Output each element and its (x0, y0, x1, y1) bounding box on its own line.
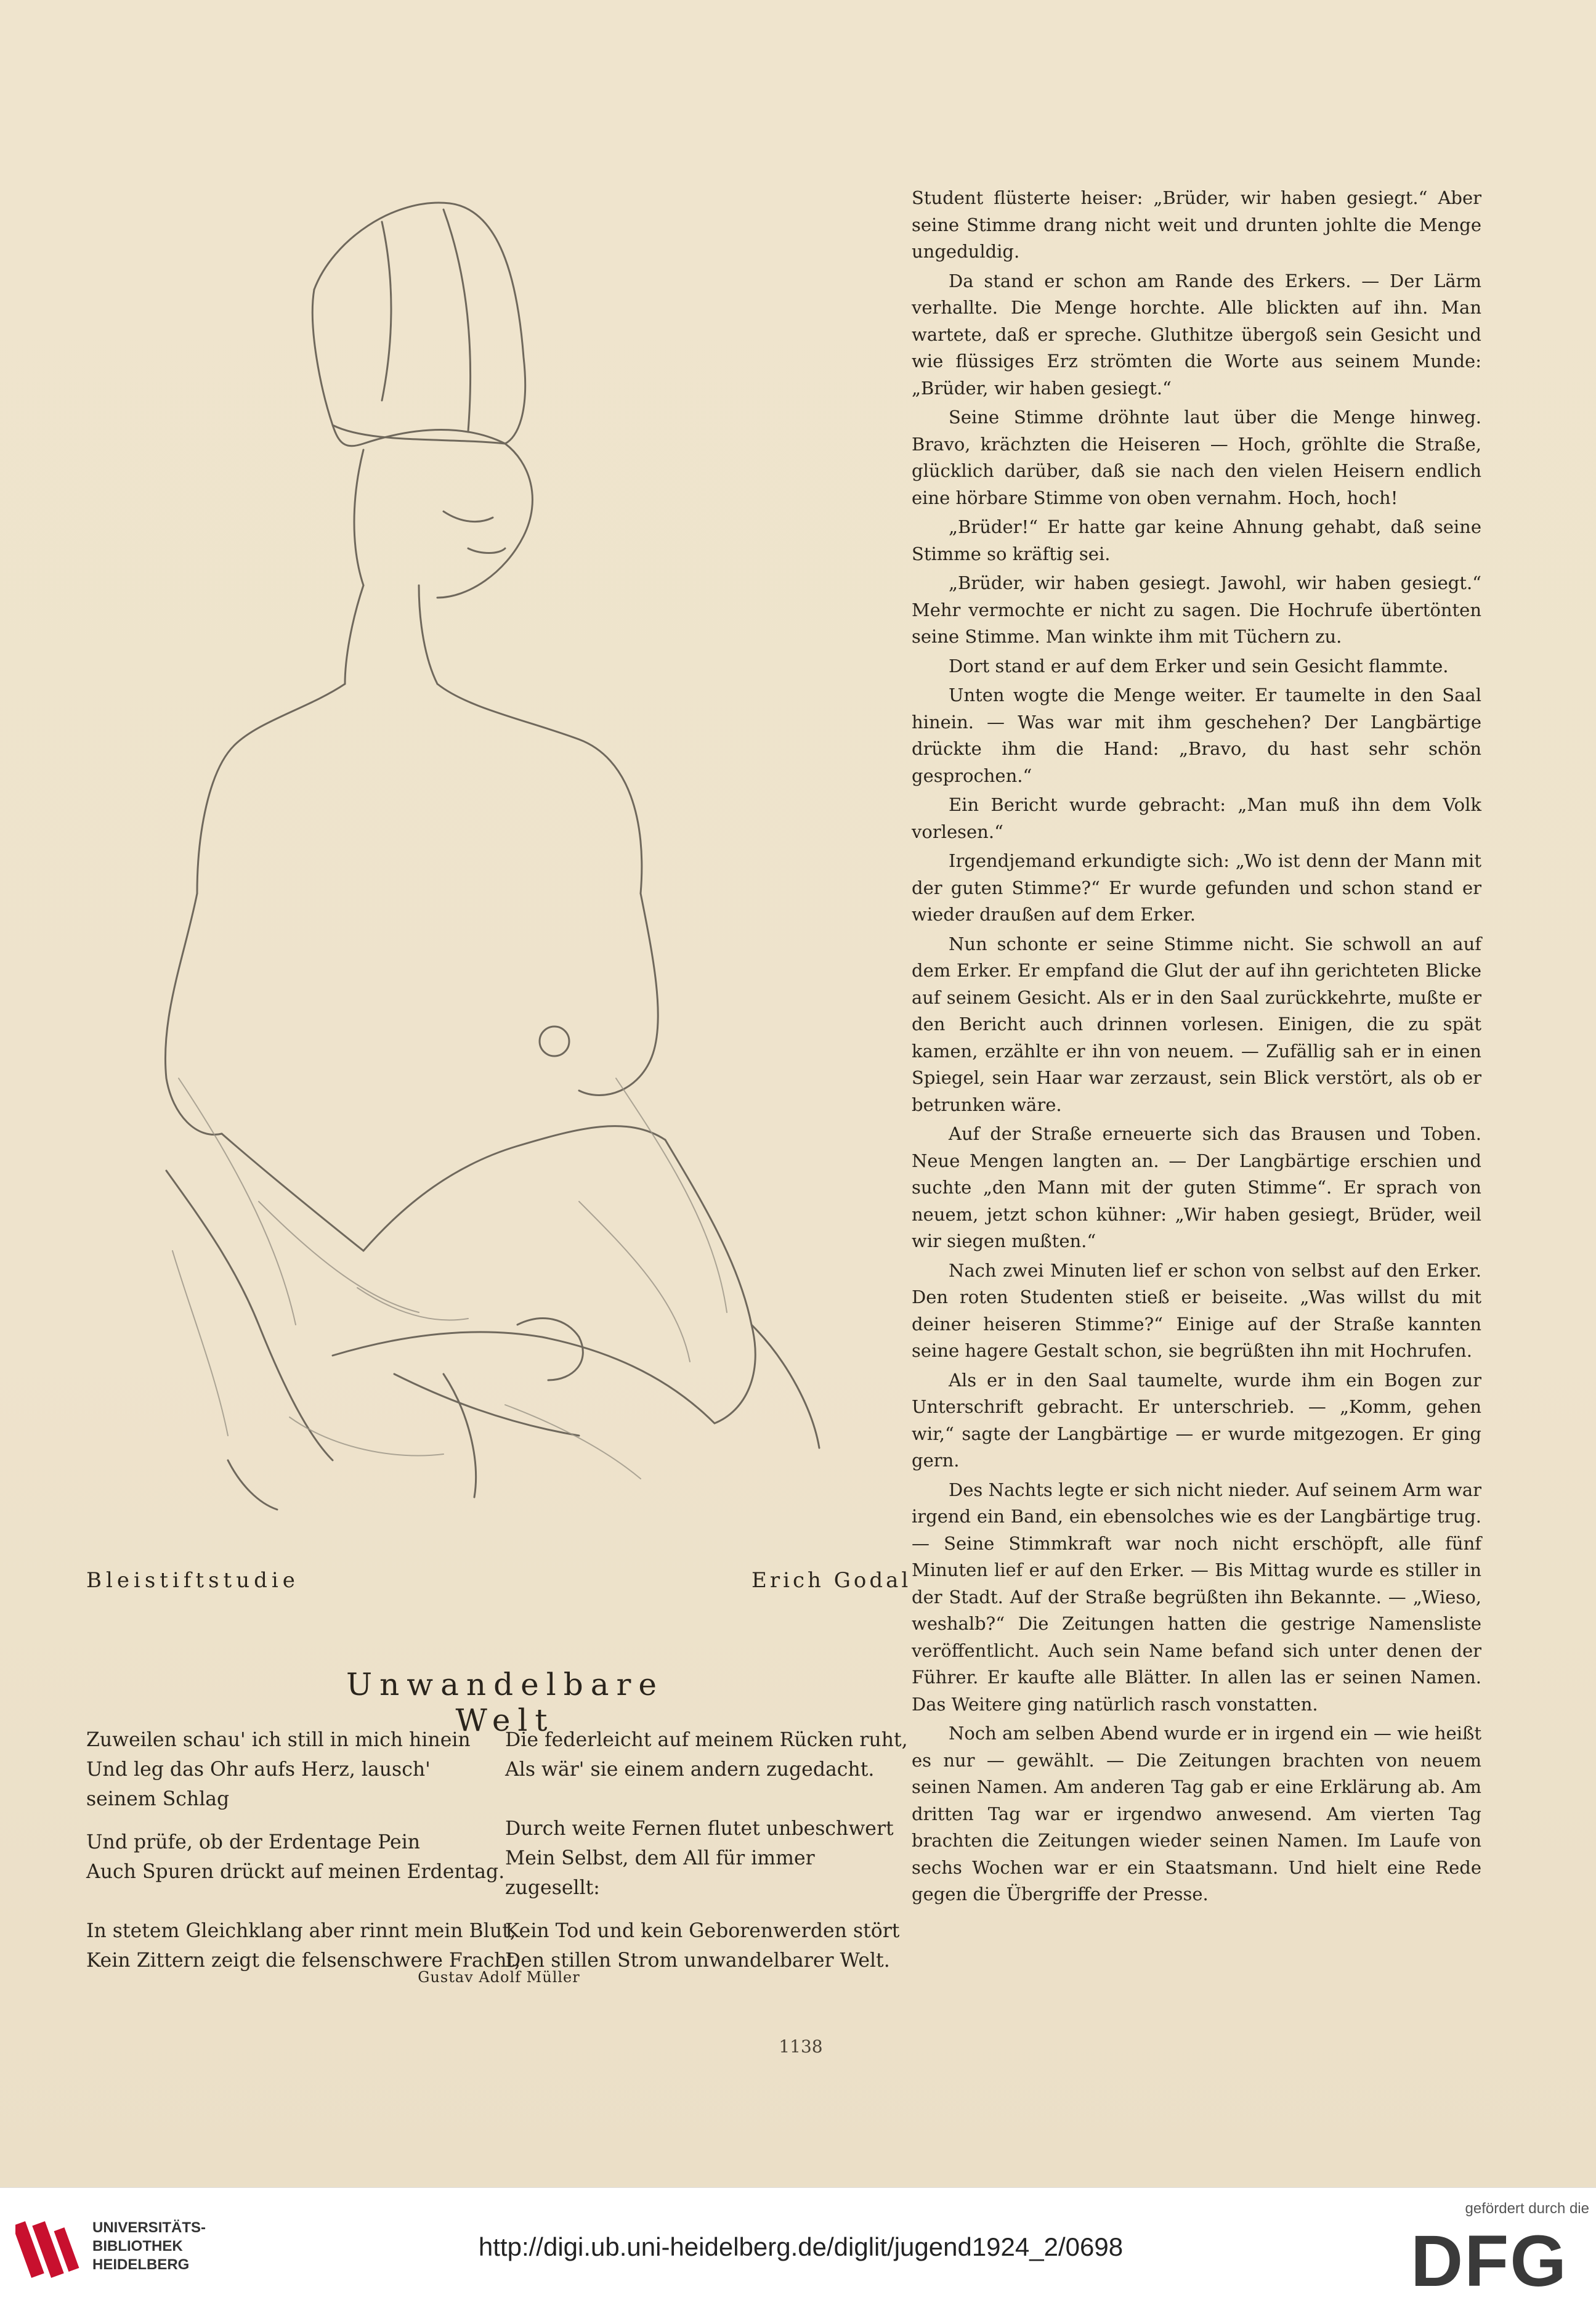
library-name-line: BIBLIOTHEK (92, 2238, 183, 2254)
prose-paragraph: Dort stand er auf dem Erker und sein Gesicht flammte. (949, 655, 1449, 677)
prose-paragraph: Ein Bericht wurde gebracht: „Man muß ihn dem Volk vorlesen.“ (912, 794, 1481, 842)
poem-line: Und prüfe, ob der Erdentage Pein (86, 1831, 421, 1853)
poem-stanza (86, 1827, 505, 1887)
prose-paragraph: Noch am selben Abend wurde er in irgend ein — wie heißt es nur — gewählt. — Die Zeitungen brachten von neuem seinen Namen. Am anderen Tag gab er eine Erklärung ab. Am dritten Tag war er irgendwo anwesend. Am vierten Tag brachten die Zeitungen wieder seinen Namen. Im Laufe von sechs Wochen war er ein Staatsmann. Und hielt eine Rede gegen die Übergriffe der Presse. (912, 1723, 1481, 1905)
page-number: 1138 (779, 2036, 823, 2057)
illustration-caption-artist: Erich Godal (751, 1568, 912, 1593)
viewer-footer (0, 2187, 1596, 2305)
dfg-logo[interactable]: DFG (1411, 2221, 1568, 2302)
library-logo-shape (15, 2221, 79, 2278)
illustration-caption-title: Bleistiftstudie (86, 1568, 299, 1593)
poem-author: Gustav Adolf Müller (418, 1969, 580, 1986)
poem-line: Den stillen Strom unwandelbarer Welt. (505, 1949, 890, 1972)
library-name-line: UNIVERSITÄTS- (92, 2219, 206, 2236)
prose-paragraph: Als er in den Saal taumelte, wurde ihm ein Bogen zur Unterschrift gebracht. Er unterschrieb. — „Komm, gehen wir,“ sagte der Langbärtige — er wurde mitgezogen. Er ging gern. (912, 1369, 1481, 1471)
poem-line: Kein Tod und kein Geborenwerden stört (505, 1920, 900, 1942)
poem-line: Durch weite Fernen flutet unbeschwert (505, 1818, 894, 1840)
prose-column (912, 185, 1481, 1911)
poem-line: Auch Spuren drückt auf meinen Erdentag. (86, 1861, 505, 1883)
permalink-url[interactable]: http://digi.ub.uni-heidelberg.de/diglit/jugend1924_2/0698 (478, 2232, 1124, 2261)
funding-text: gefördert durch die (1465, 2200, 1589, 2217)
prose-paragraph: Seine Stimme dröhnte laut über die Menge hinweg. Bravo, krächzten die Heiseren — Hoch, gröhlte die Straße, glücklich darüber, daß sie nach den vielen Heisern endlich eine hörbare Stimme von oben vernahm. Hoch, hoch! (912, 407, 1481, 508)
poem-line: Und leg das Ohr aufs Herz, lausch' seinem Schlag (86, 1758, 431, 1810)
prose-paragraph: „Brüder!“ Er hatte gar keine Ahnung gehabt, daß seine Stimme so kräftig sei. (912, 516, 1481, 564)
poem-line: Mein Selbst, dem All für immer zugesellt: (505, 1847, 815, 1899)
pencil-sketch-illustration (74, 154, 887, 1547)
prose-paragraph: „Brüder, wir haben gesiegt. Jawohl, wir haben gesiegt.“ Mehr vermochte er nicht zu sagen. Die Hochrufe übertönten seine Stimme. Man winkte ihm mit Tüchern zu. (912, 572, 1481, 647)
library-logo-icon[interactable] (15, 2216, 83, 2283)
poem-line: Zuweilen schau' ich still in mich hinein (86, 1729, 471, 1751)
prose-paragraph: Da stand er schon am Rande des Erkers. — Der Lärm verhallte. Die Menge horchte. Alle blickten auf ihn. Man wartete, daß er spreche. Gluthitze übergoß sein Gesicht und wie flüssiges Erz strömten die Worte aus seinem Munde: „Brüder, wir haben gesiegt.“ (912, 270, 1481, 399)
sketch-drawing (74, 154, 887, 1547)
prose-paragraph: Des Nachts legte er sich nicht nieder. Auf seinem Arm war irgend ein Band, ein ebensolches wie es der Langbärtige trug. — Seine Stimmkraft war noch nicht erschöpft, alle fünf Minuten lief er auf den Erker. — Bis Mittag wurde es stiller in der Stadt. Auf der Straße begrüßten ihn Bekannte. — „Wieso, weshalb?“ Die Zeitungen hatten die gestrige Namensliste veröffentlicht. Auch sein Name befand sich unter denen der Führer. Er kaufte alle Blätter. In allen las er seinen Namen. Das Weitere ging natürlich rasch vonstatten. (912, 1479, 1481, 1715)
poem-stanza (86, 1916, 521, 1975)
poem-title: Unwandelbare Welt (346, 1667, 665, 1738)
poem-stanza (505, 1916, 909, 1975)
prose-paragraph: Unten wogte die Menge weiter. Er taumelte in den Saal hinein. — Was war mit ihm geschehen? Der Langbärtige drückte ihm die Hand: „Bravo, du hast sehr schön gesprochen.“ (912, 685, 1481, 786)
prose-paragraph: Student flüsterte heiser: „Brüder, wir haben gesiegt.“ Aber seine Stimme drang nicht weit und drunten johlte die Menge ungeduldig. (912, 187, 1481, 262)
poem-stanza (505, 1814, 909, 1903)
prose-paragraph: Auf der Straße erneuerte sich das Brausen und Toben. Neue Mengen langten an. — Der Langbärtige erschien und suchte „den Mann mit der guten Stimme“. Er sprach von neuem, jetzt schon kühner: „Wir haben gesiegt, Brüder, weil wir siegen mußten.“ (912, 1123, 1481, 1251)
prose-paragraph: Nach zwei Minuten lief er schon von selbst auf den Erker. Den roten Studenten stieß er beiseite. „Was willst du mit deiner heiseren Stimme?“ Einige auf der Straße kannten seine hagere Gestalt schon, sie begrüßten ihn mit Hochrufen. (912, 1259, 1481, 1361)
library-name-line: HEIDELBERG (92, 2256, 190, 2273)
prose-paragraph: Nun schonte er seine Stimme nicht. Sie schwoll an auf dem Erker. Er empfand die Glut der auf ihn gerichteten Blicke auf seinem Gesicht. Als er in den Saal zurückkehrte, mußte er den Bericht auch drinnen vorlesen. Einigen, die zu spät kamen, erzählte er ihn von neuem. — Zufällig sah er in einen Spiegel, sein Haar war zerzaust, sein Blick verstört, als ob er betrunken wäre. (912, 933, 1481, 1115)
poem-stanza (505, 1725, 909, 1784)
poem-stanza (86, 1725, 490, 1814)
poem-line: In stetem Gleichklang aber rinnt mein Blut, (86, 1920, 516, 1942)
prose-paragraph: Irgendjemand erkundigte sich: „Wo ist denn der Mann mit der guten Stimme?“ Er wurde gefunden und schon stand er wieder draußen auf dem Erker. (912, 850, 1481, 925)
poem-line: Kein Zittern zeigt die felsenschwere Fracht, (86, 1949, 521, 1972)
poem-line: Die federleicht auf meinem Rücken ruht, (505, 1729, 908, 1751)
poem-right-column (505, 1725, 909, 1989)
library-name[interactable] (92, 2219, 206, 2274)
poem-line: Als wär' sie einem andern zugedacht. (505, 1758, 875, 1781)
